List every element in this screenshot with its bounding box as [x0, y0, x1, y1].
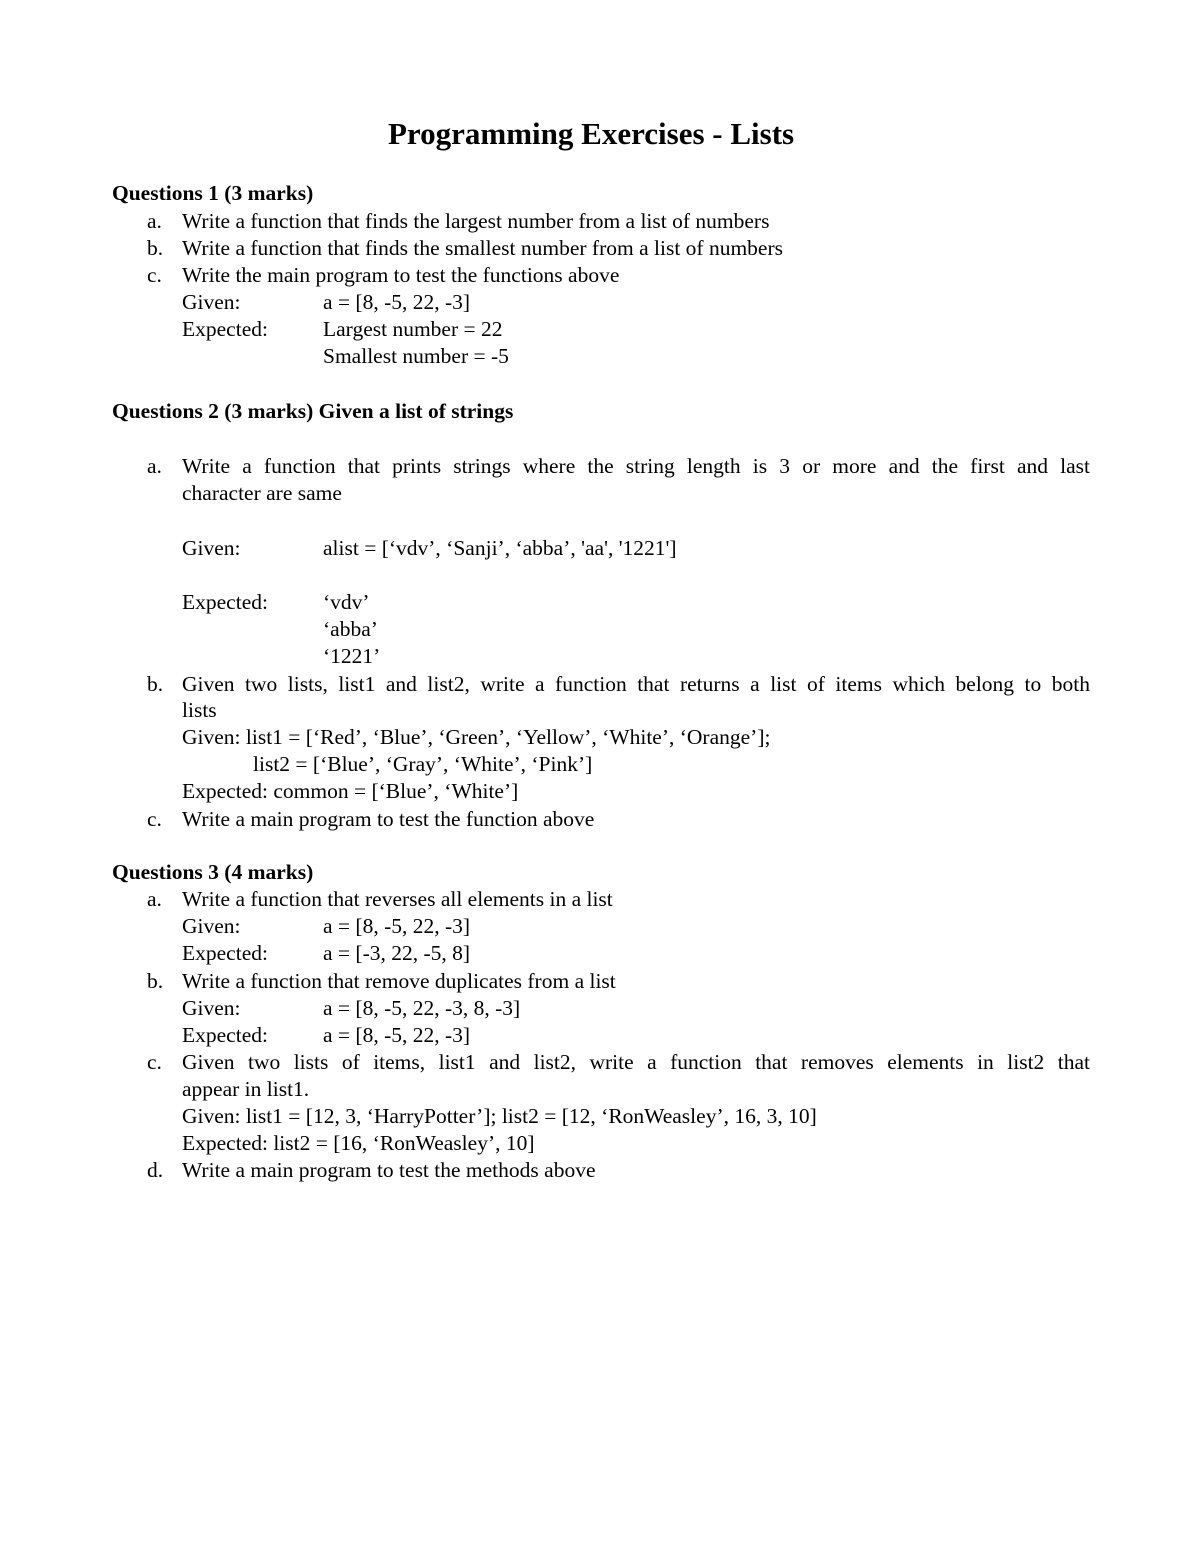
q2-item-b-text-line2: lists	[182, 698, 217, 722]
q1-item-c-marker: c.	[147, 263, 162, 287]
q3-item-b-given-label: Given:	[182, 996, 241, 1020]
q1-item-b-text: Write a function that finds the smallest number from a list of numbers	[182, 236, 783, 260]
q1-expected-smallest: Smallest number = -5	[323, 344, 509, 368]
q2-expected-item-2: ‘abba’	[323, 617, 378, 641]
q3-item-b-expected-value: a = [8, -5, 22, -3]	[323, 1023, 471, 1047]
q3-item-a-expected-label: Expected:	[182, 941, 268, 965]
q3-item-c-marker: c.	[147, 1050, 162, 1074]
q2-expected-label: Expected:	[182, 590, 268, 614]
q1-item-b-marker: b.	[147, 236, 164, 260]
q3-item-c-given: Given: list1 = [12, 3, ‘HarryPotter’]; list2 = [12, ‘RonWeasley’, 16, 3, 10]	[182, 1104, 817, 1128]
q2-item-b-marker: b.	[147, 672, 164, 696]
q2-item-c-text: Write a main program to test the function above	[182, 807, 595, 831]
q1-item-a-text: Write a function that finds the largest number from a list of numbers	[182, 209, 770, 233]
question-1-heading: Questions 1 (3 marks)	[112, 181, 314, 205]
page-title: Programming Exercises - Lists	[388, 116, 795, 151]
q3-item-a-text: Write a function that reverses all elements in a list	[182, 887, 613, 911]
q1-item-a-marker: a.	[147, 209, 162, 233]
q2-item-a-marker: a.	[147, 454, 162, 478]
q1-given-label: Given:	[182, 290, 241, 314]
q2-given-value: alist = [‘vdv’, ‘Sanji’, ‘abba’, 'aa', '1221']	[323, 536, 677, 560]
q3-item-c-expected: Expected: list2 = [16, ‘RonWeasley’, 10]	[182, 1131, 535, 1155]
question-2-heading: Questions 2 (3 marks) Given a list of strings	[112, 399, 514, 423]
q2-item-b-expected: Expected: common = [‘Blue’, ‘White’]	[182, 779, 519, 803]
q3-item-c-text-line1: Given two lists of items, list1 and list2, write a function that removes elements in list2 that	[182, 1050, 1090, 1074]
q3-item-b-marker: b.	[147, 969, 164, 993]
q2-expected-item-3: ‘1221’	[323, 644, 381, 668]
q1-item-c-text: Write the main program to test the functions above	[182, 263, 620, 287]
q2-item-a-text-line2: character are same	[182, 481, 342, 505]
q3-item-d-text: Write a main program to test the methods above	[182, 1158, 596, 1182]
q2-item-c-marker: c.	[147, 807, 162, 831]
q1-expected-largest: Largest number = 22	[323, 317, 503, 341]
q3-item-c-text-line2: appear in list1.	[182, 1077, 310, 1101]
q3-item-a-expected-value: a = [-3, 22, -5, 8]	[323, 941, 471, 965]
q2-item-a-text-line1: Write a function that prints strings where the string length is 3 or more and the first and last	[182, 454, 1090, 478]
q3-item-a-given-label: Given:	[182, 914, 241, 938]
q3-item-d-marker: d.	[147, 1158, 164, 1182]
q2-item-b-given-list1: Given: list1 = [‘Red’, ‘Blue’, ‘Green’, ‘Yellow’, ‘White’, ‘Orange’];	[182, 725, 771, 749]
q3-item-b-expected-label: Expected:	[182, 1023, 268, 1047]
q2-item-b-given-list2: list2 = [‘Blue’, ‘Gray’, ‘White’, ‘Pink’]	[253, 752, 593, 776]
q3-item-b-text: Write a function that remove duplicates from a list	[182, 969, 616, 993]
q3-item-b-given-value: a = [8, -5, 22, -3, 8, -3]	[323, 996, 521, 1020]
q2-given-label: Given:	[182, 536, 241, 560]
q3-item-a-marker: a.	[147, 887, 162, 911]
q2-item-b-text-line1: Given two lists, list1 and list2, write a function that returns a list of items which belong to both	[182, 672, 1090, 696]
q3-item-a-given-value: a = [8, -5, 22, -3]	[323, 914, 471, 938]
q2-expected-item-1: ‘vdv’	[323, 590, 370, 614]
q1-given-value: a = [8, -5, 22, -3]	[323, 290, 471, 314]
question-3-heading: Questions 3 (4 marks)	[112, 860, 314, 884]
q1-expected-label: Expected:	[182, 317, 268, 341]
